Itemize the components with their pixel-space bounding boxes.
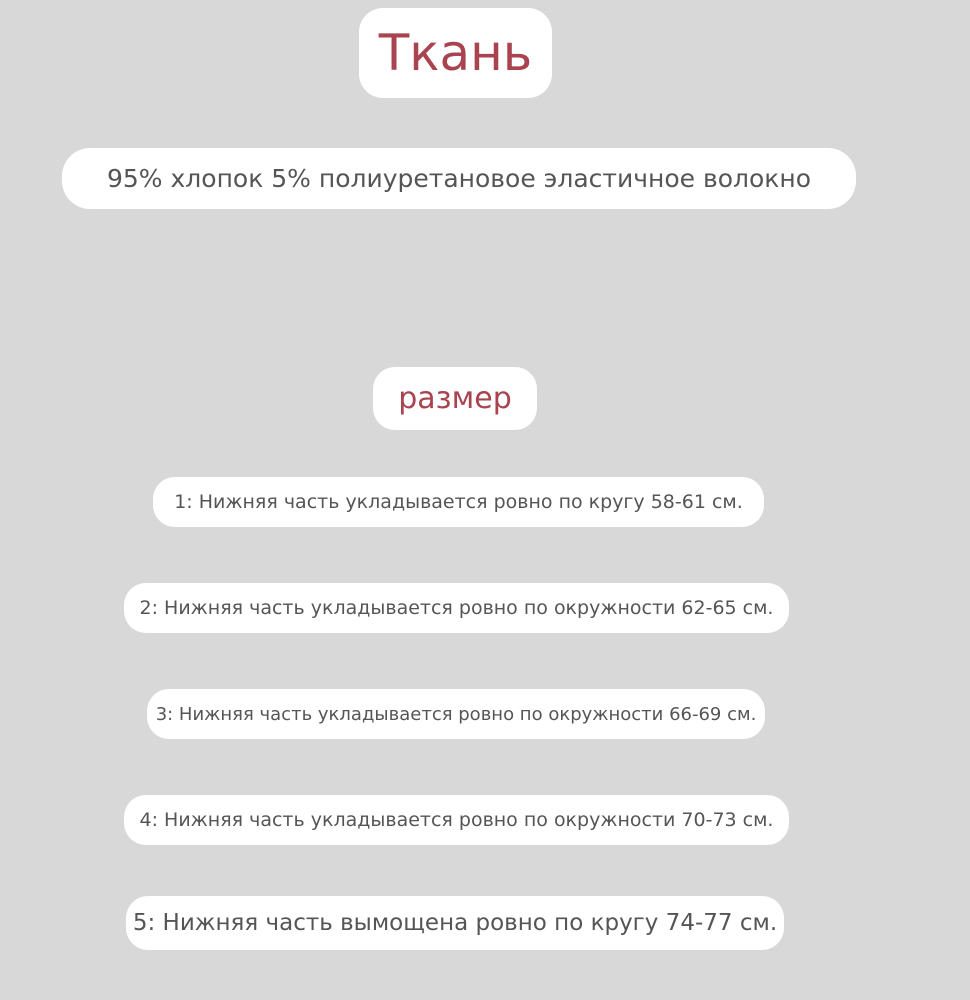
size-item-2: 2: Нижняя часть укладывается ровно по окружности 62-65 см. — [124, 583, 789, 633]
size-item-5: 5: Нижняя часть вымощена ровно по кругу 74-77 см. — [126, 896, 784, 950]
size-item-4: 4: Нижняя часть укладывается ровно по окружности 70-73 см. — [124, 795, 789, 845]
fabric-composition: 95% хлопок 5% полиуретановое эластичное волокно — [62, 148, 856, 209]
size-item-1: 1: Нижняя часть укладывается ровно по кругу 58-61 см. — [153, 477, 764, 527]
size-item-3: 3: Нижняя часть укладывается ровно по окружности 66-69 см. — [147, 689, 765, 739]
fabric-title: Ткань — [359, 8, 552, 98]
size-title: размер — [373, 367, 537, 430]
